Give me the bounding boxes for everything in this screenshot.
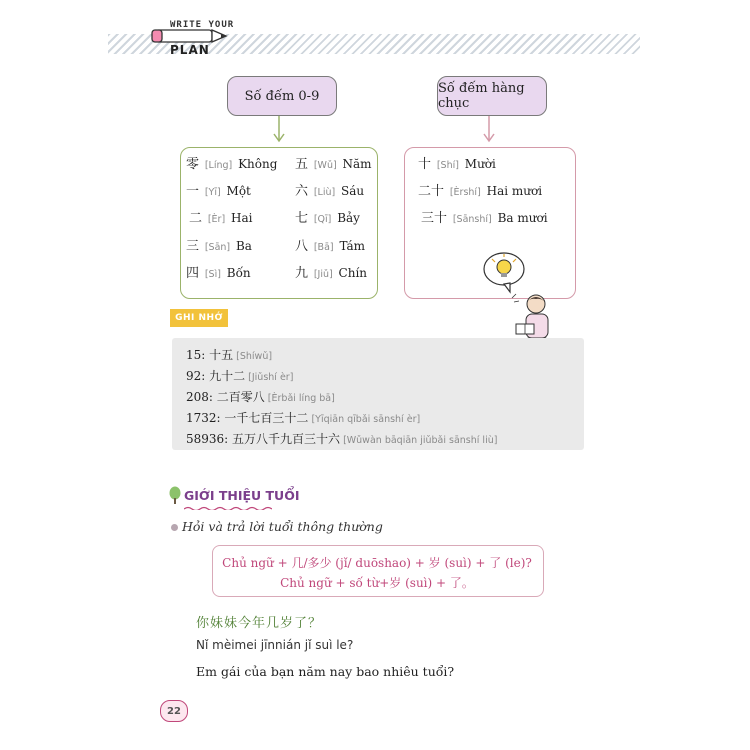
bullet-icon [171,524,178,531]
digit-item: 五 [Wǔ] Năm [295,157,372,172]
tens-item: 十 [Shí] Mười [418,157,496,172]
tree-icon [168,486,182,504]
memo-line: 92: 九十二 [Jiǔshí èr] [186,369,294,383]
page-number: 22 [160,700,188,722]
digit-item: 六 [Liù] Sáu [295,184,365,199]
digit-item: 四 [Sì] Bốn [186,266,251,281]
memo-line: 208: 二百零八 [Èrbǎi líng bā] [186,390,335,404]
header-write-label: WRITE YOUR [170,20,235,30]
memo-tag: GHI NHỚ [170,309,228,327]
section-underline [184,506,272,510]
tens-item: 三十 [Sānshí] Ba mươi [421,211,548,226]
digit-item: 一 [Yī] Một [186,184,251,199]
formula-question: Chủ ngữ + 几/多少 (jǐ/ duōshao) + 岁 (suì) + 了 (le)? [222,556,532,570]
arrow-down-icon [482,116,496,146]
lightbulb-icon [480,250,530,294]
digit-item: 八 [Bā] Tám [295,239,366,254]
memo-line: 1732: 一千七百三十二 [Yīqiān qībǎi sānshí èr] [186,411,421,425]
digit-item: 零 [Líng] Không [186,157,278,172]
example-hanzi: 你妹妹今年几岁了？ [196,616,323,631]
memo-line: 15: 十五 [Shíwǔ] [186,348,273,362]
digit-item: 九 [Jiǔ] Chín [295,266,368,281]
digits-label: Số đếm 0-9 [227,76,337,116]
formula-answer: Chủ ngữ + số từ+岁 (suì) + 了。 [280,576,474,590]
digit-item: 二 [Èr] Hai [189,211,253,226]
header-plan-label: PLAN [170,43,210,57]
section-title: GIỚI THIỆU TUỔI [184,488,300,503]
example-vietnamese: Em gái của bạn năm nay bao nhiêu tuổi? [196,664,455,679]
digit-item: 三 [Sān] Ba [186,239,252,254]
arrow-down-icon [272,116,286,146]
digit-item: 七 [Qī] Bảy [295,211,360,226]
memo-line: 58936: 五万八千九百三十六 [Wǔwàn bāqiān jiǔbǎi sānshí liù] [186,432,498,446]
example-pinyin: Nǐ mèimei jīnnián jǐ suì le? [196,638,354,652]
section-subtitle: Hỏi và trả lời tuổi thông thường [182,519,383,534]
tens-label: Số đếm hàng chục [437,76,547,116]
tens-item: 二十 [Èrshí] Hai mươi [418,184,543,199]
